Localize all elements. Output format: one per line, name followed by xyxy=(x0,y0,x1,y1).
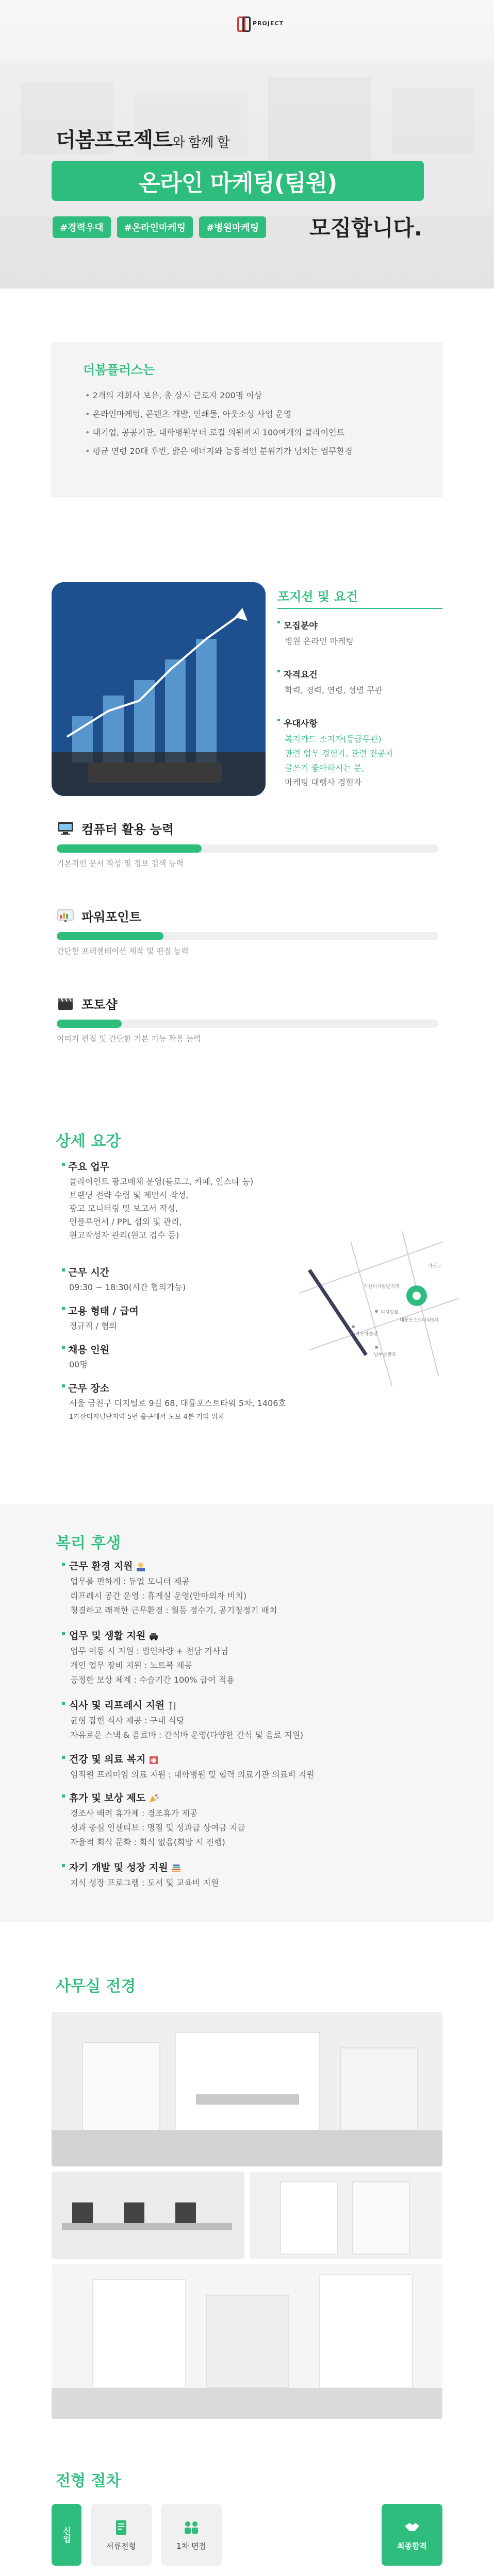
welfare-body xyxy=(62,1876,433,1890)
logo-mark-icon xyxy=(236,15,250,31)
welfare-line: 리프레시 공간 운영 : 휴게실 운영(안마의자 비치) xyxy=(70,1591,247,1601)
interview-icon xyxy=(183,2519,200,2536)
hero-company-name: 더봄프로젝트 xyxy=(56,128,172,152)
office-interior-illustration xyxy=(52,2012,442,2166)
office-photo-hallway xyxy=(250,2172,442,2259)
logo-text: PROJECT xyxy=(253,20,284,27)
process-step xyxy=(91,2504,152,2566)
growth-chart-illustration xyxy=(52,582,266,796)
company-intro-box xyxy=(52,343,442,497)
position-divider xyxy=(277,608,442,609)
lounge-illustration xyxy=(52,2264,442,2419)
welfare-heading: 근무 환경 지원 xyxy=(69,1561,133,1572)
position-item-body xyxy=(277,732,442,790)
detail-line: 브랜딩 전략 수립 및 제안서 작성, xyxy=(69,1190,189,1200)
hero-tag: #경력우대 xyxy=(53,216,111,238)
welfare-line: 균형 잡힌 식사 제공 : 구내 식당 xyxy=(70,1716,185,1725)
welfare-heading: 휴가 및 보상 제도 xyxy=(69,1792,146,1804)
hero-with-text: 와 함께 할 xyxy=(172,135,229,150)
detail-body: 서울 금천구 디지털로 9길 68, 대륭포스트타워 5차, 1406호 xyxy=(69,1398,286,1408)
welfare-line: 개인 업무 장비 지원 : 노트북 제공 xyxy=(70,1660,192,1670)
process-step-label: 서류전형 xyxy=(106,2541,136,2551)
welfare-item xyxy=(62,1558,433,1618)
hallway-illustration xyxy=(250,2172,442,2259)
process-final-step xyxy=(382,2504,442,2566)
books-icon xyxy=(171,1863,182,1873)
skill-desc: 간단한 프레젠테이션 제작 및 편집 능력 xyxy=(57,946,189,956)
office-photo-lounge xyxy=(52,2264,442,2419)
preferred-line: 복지카드 소지자(등급무관) xyxy=(285,734,382,744)
welfare-line: 경조사 배려 휴가제 : 경조휴가 제공 xyxy=(70,1808,198,1818)
clapperboard-icon xyxy=(57,996,74,1011)
welfare-body xyxy=(62,1574,433,1618)
desks-illustration xyxy=(52,2172,244,2259)
welfare-line: 지식 성장 프로그램 : 도서 및 교육비 지원 xyxy=(70,1878,219,1888)
welfare-section-title: 복리 후생 xyxy=(56,1534,121,1552)
office-section-title: 사무실 전경 xyxy=(56,1977,136,1995)
fork-knife-icon xyxy=(168,1701,178,1710)
position-item-body: 병원 온라인 마케팅 xyxy=(285,636,354,646)
welfare-line: 업무를 편하게 : 듀얼 모니터 제공 xyxy=(70,1577,190,1586)
skill-desc: 기본적인 문서 작성 및 정보 검색 능력 xyxy=(57,859,184,868)
computer-icon xyxy=(57,821,74,836)
detail-body: 09:30 ~ 18:30(시간 협의가능) xyxy=(69,1282,186,1292)
detail-sub: 1가산디지털단지역 5번 출구에서 도보 4분 거리 위치 xyxy=(69,1413,224,1421)
skill-name: 컴퓨터 활용 능력 xyxy=(81,822,174,837)
detail-heading: 채용 인원 xyxy=(62,1342,340,1356)
skill-name: 파워포인트 xyxy=(81,910,141,924)
skill-level-track xyxy=(57,1020,438,1028)
hero-tag: #온라인마케팅 xyxy=(117,216,193,238)
skill-level-track xyxy=(57,932,438,940)
preferred-line: 글쓰기 좋아하시는 분, xyxy=(285,763,365,773)
welfare-body xyxy=(62,1714,433,1742)
handshake-icon xyxy=(403,2519,421,2536)
map-label: 가산로 xyxy=(428,1264,442,1269)
skill-level-fill xyxy=(57,932,163,940)
map-label: 디지털로 xyxy=(381,1310,399,1315)
detail-line: 인플루언서 / PPL 섭외 및 관리, xyxy=(69,1217,182,1227)
list-item: • 대기업, 공공기관, 대학병원부터 로컬 의원까지 100여개의 클라이언트 xyxy=(85,423,353,442)
welfare-line: 성과 중심 인센티브 : 명절 및 성과급 상여금 지급 xyxy=(70,1823,245,1833)
detail-body: 정규직 / 협의 xyxy=(69,1321,117,1331)
welfare-heading: 자기 개발 및 성장 지원 xyxy=(69,1862,168,1873)
document-icon xyxy=(112,2519,130,2536)
map-label: 가산디지털단지역 xyxy=(364,1284,400,1290)
position-item-body: 학력, 경력, 연령, 성별 무관 xyxy=(285,685,383,695)
welfare-item xyxy=(62,1860,433,1890)
skill-level-fill xyxy=(57,844,202,853)
detail-line: 광고 모니터링 및 보고서 작성, xyxy=(69,1204,178,1213)
skill-computer xyxy=(57,819,438,869)
position-item-heading: 자격요건 xyxy=(277,667,442,680)
welfare-heading: 식사 및 리프레시 지원 xyxy=(69,1700,165,1711)
map-label: 마리오아울렛 xyxy=(351,1332,378,1337)
position-item-heading: 우대사항 xyxy=(277,716,442,729)
hero-tags xyxy=(53,216,266,238)
preferred-line: 관련 업무 경험자, 관련 전공자 xyxy=(285,749,393,758)
process-step-label: 최종합격 xyxy=(397,2541,427,2551)
map-label: 남부순환로 xyxy=(374,1352,397,1358)
hero-section xyxy=(0,0,494,289)
welfare-item xyxy=(62,1752,433,1782)
process-section-title: 전형 절차 xyxy=(56,2472,121,2490)
welfare-body xyxy=(62,1644,433,1687)
location-map xyxy=(289,1221,469,1391)
office-photo-main xyxy=(52,2012,442,2166)
list-item: • 온라인마케팅, 콘텐츠 개발, 인쇄물, 아웃소싱 사업 운영 xyxy=(85,405,353,423)
welfare-line: 업무 이동 시 지원 : 법인차량 + 전담 기사님 xyxy=(70,1646,228,1656)
skill-level-fill xyxy=(57,1020,122,1028)
detail-section-title: 상세 요강 xyxy=(56,1132,121,1150)
skill-level-track xyxy=(57,844,438,853)
process-step-label: 1차 면접 xyxy=(176,2541,206,2551)
welfare-section xyxy=(0,1504,494,1922)
office-worker-icon xyxy=(136,1562,146,1571)
hero-headline xyxy=(56,124,229,153)
detail-heading: 근무 시간 xyxy=(62,1265,340,1279)
process-row-new xyxy=(52,2504,442,2566)
position-item-qualification xyxy=(277,667,442,698)
welfare-heading: 건강 및 의료 복지 xyxy=(69,1754,146,1765)
welfare-body xyxy=(62,1768,433,1782)
position-item-preferred xyxy=(277,716,442,790)
map-label: 대륭포스트타워5차 xyxy=(400,1318,439,1323)
detail-line: 원고작성자 관리(원고 검수 등) xyxy=(69,1230,179,1240)
office-photo-desks xyxy=(52,2172,244,2259)
detail-line: 클라이언트 광고매체 운영(블로그, 카페, 인스타 등) xyxy=(69,1177,254,1187)
detail-heading: 고용 형태 / 급여 xyxy=(62,1303,340,1317)
welfare-item xyxy=(62,1790,433,1850)
process-row-label: 신입 xyxy=(52,2504,81,2566)
hospital-icon xyxy=(149,1755,159,1765)
welfare-line: 자율적 회식 문화 : 회식 없음(희망 시 진행) xyxy=(70,1837,225,1847)
position-item-heading: 모집분야 xyxy=(277,618,442,631)
welfare-item xyxy=(62,1628,433,1687)
skill-desc: 이미지 편집 및 간단한 기본 기능 활용 능력 xyxy=(57,1034,201,1043)
hero-position-pill: 온라인 마케팅(팀원) xyxy=(52,161,424,201)
welfare-body xyxy=(62,1806,433,1850)
party-popper-icon xyxy=(149,1794,159,1803)
hero-recruit-text: 모집합니다. xyxy=(309,215,422,241)
skill-photoshop xyxy=(57,994,438,1044)
detail-heading: 근무 장소 xyxy=(62,1381,443,1395)
welfare-line: 공정한 보상 체계 : 수습기간 100% 급여 적용 xyxy=(70,1675,235,1685)
hero-tag: #병원마케팅 xyxy=(199,216,266,238)
detail-body: 00명 xyxy=(69,1360,88,1369)
welfare-line: 임직원 프리미엄 의료 지원 : 대학병원 및 협력 의료기관 의료비 지원 xyxy=(70,1770,315,1780)
skill-name: 포토샵 xyxy=(81,997,118,1012)
welfare-line: 청결하고 쾌적한 근무환경 : 월등 정수기, 공기청정기 배치 xyxy=(70,1605,277,1615)
position-item-field xyxy=(277,618,442,649)
position-title: 포지션 및 요건 xyxy=(277,589,358,604)
marketing-photo xyxy=(52,582,266,796)
list-item: • 평균 연령 20대 후반, 밝은 에너지와 능동적인 분위기가 넘치는 업무환경 xyxy=(85,442,353,461)
process-step xyxy=(161,2504,222,2566)
welfare-item xyxy=(62,1698,433,1742)
company-intro-title: 더봄플러스는 xyxy=(83,363,155,377)
list-item: • 2개의 자회사 보유, 총 상시 근로자 200명 이상 xyxy=(85,386,353,405)
welfare-heading: 업무 및 생활 지원 xyxy=(69,1630,146,1641)
company-logo xyxy=(236,15,284,31)
welfare-line: 자유로운 스낵 & 음료바 : 간식바 운영(다양한 간식 및 음료 지원) xyxy=(70,1730,304,1740)
detail-heading: 주요 업무 xyxy=(62,1159,340,1173)
skill-powerpoint xyxy=(57,907,438,956)
car-icon xyxy=(149,1632,159,1641)
company-intro-list xyxy=(85,386,353,461)
presentation-icon xyxy=(57,909,74,923)
preferred-line: 마케팅 대행사 경험자 xyxy=(285,777,362,787)
